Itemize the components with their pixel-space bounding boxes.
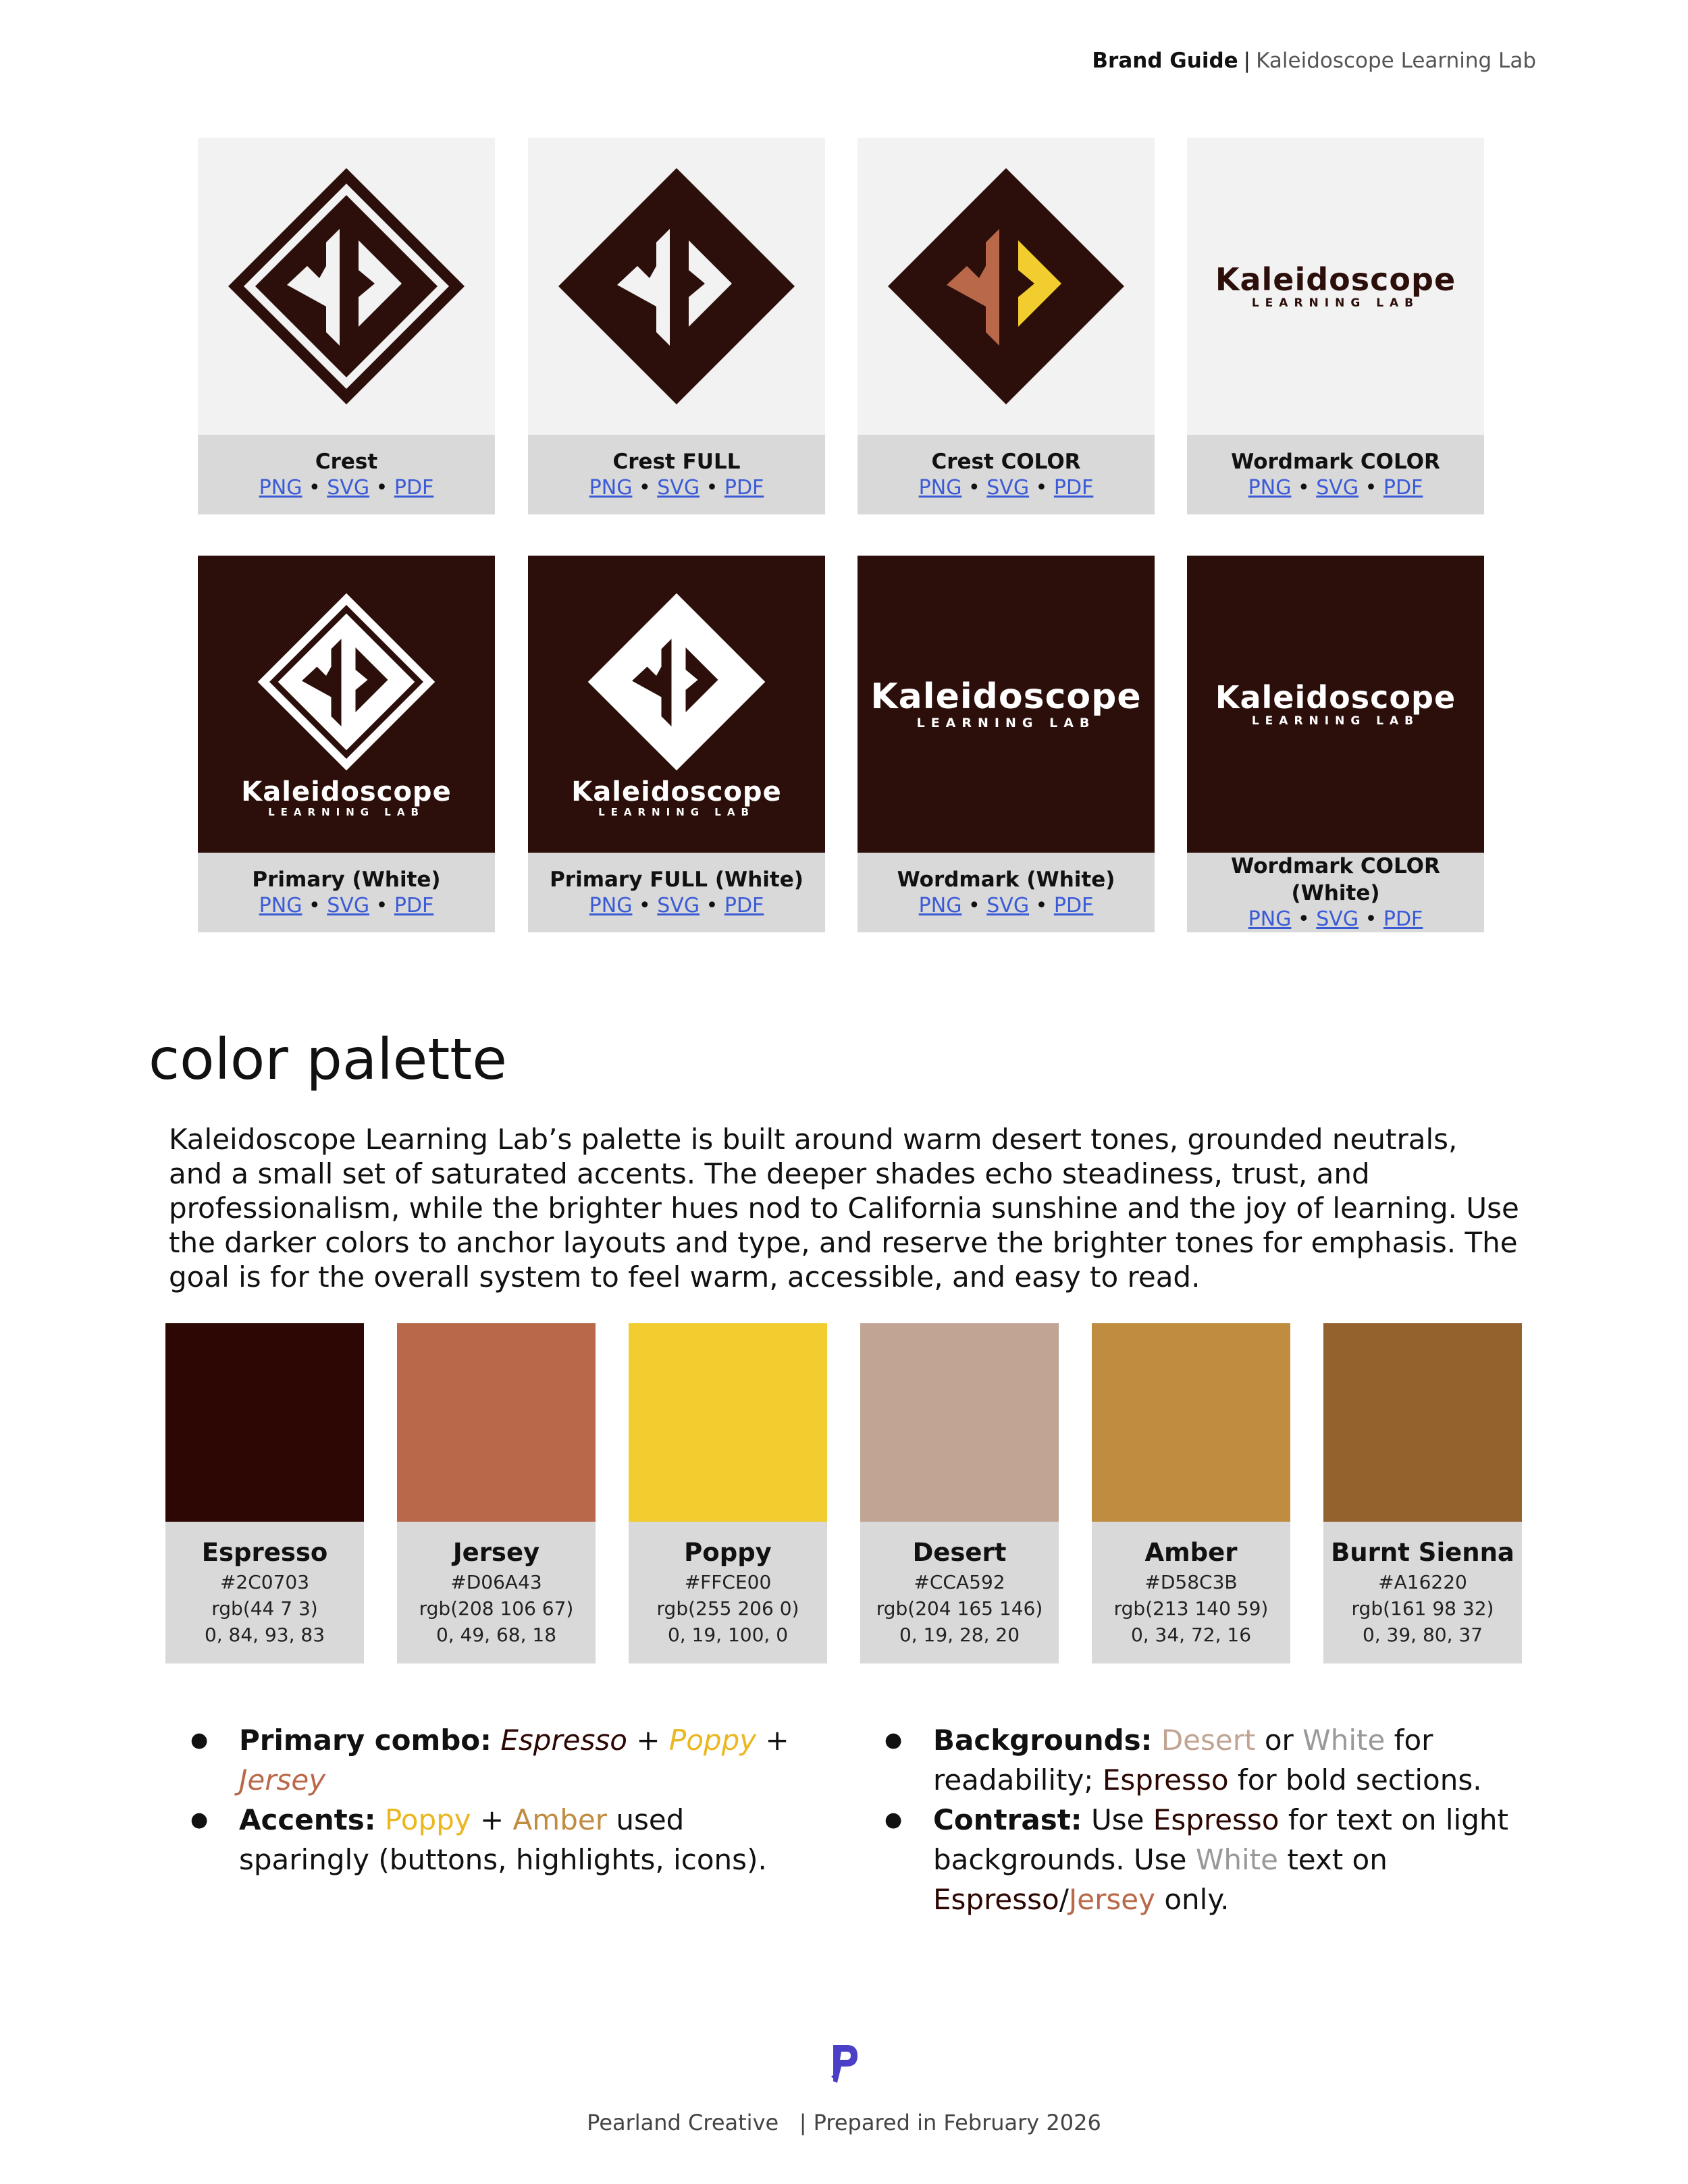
swatch-cmyk: 0, 84, 93, 83 [204, 1624, 325, 1646]
bullet-label: Primary combo: [239, 1724, 492, 1757]
color-name: Jersey [1068, 1883, 1155, 1916]
swatch-rgb: rgb(204 165 146) [876, 1597, 1043, 1620]
swatch-amber [1092, 1323, 1290, 1663]
swatch-rgb: rgb(208 106 67) [419, 1597, 574, 1620]
link-dot: • [1298, 907, 1310, 931]
plus-sign: + [765, 1724, 789, 1757]
card-title: Primary FULL (White) [550, 868, 803, 892]
color-chip [165, 1323, 364, 1522]
png-link[interactable]: PNG [259, 894, 302, 917]
svg-link[interactable]: SVG [327, 894, 370, 917]
plus-sign: + [479, 1803, 504, 1836]
color-name: Espresso [500, 1724, 627, 1757]
list-item-primary-combo [190, 1720, 812, 1800]
pdf-link[interactable]: PDF [394, 894, 434, 917]
link-dot: • [706, 894, 718, 917]
swatch-cmyk: 0, 34, 72, 16 [1130, 1624, 1252, 1646]
slash: / [1059, 1883, 1069, 1916]
swatch-cmyk: 0, 19, 100, 0 [667, 1624, 789, 1646]
bullet-text: or [1264, 1724, 1294, 1757]
wordmark-subtext: LEARNING LAB [598, 806, 755, 818]
bullet-text: only. [1164, 1883, 1230, 1916]
png-link[interactable]: PNG [918, 894, 962, 917]
swatch-rgb: rgb(213 140 59) [1113, 1597, 1269, 1620]
swatch-name: Poppy [684, 1538, 772, 1567]
color-chip [1092, 1323, 1290, 1522]
wordmark-subtext: LEARNING LAB [916, 715, 1096, 730]
card-title: Crest COLOR [931, 450, 1081, 474]
page-footer [0, 2110, 1688, 2135]
color-name: Jersey [239, 1763, 326, 1796]
pdf-link[interactable]: PDF [1383, 476, 1423, 500]
header-separator: | [1243, 49, 1251, 73]
card-title: Crest [315, 450, 378, 474]
link-dot: • [968, 476, 980, 500]
link-dot: • [1298, 476, 1310, 500]
palette-intro: Kaleidoscope Learning Lab’s palette is built around warm desert tones, grounded neutrals, and a small set of saturated accents. The deeper shades echo steadiness, trust, and professionalism, while the brighter hues nod to California sunshine and the joy of learning. Use the darker colors to anchor layouts and type, and reserve the brighter tones for emphasis. The goal is for the overall system to feel warm, accessible, and easy to read. [169, 1123, 1519, 1294]
wordmark-text: Kaleidoscope [870, 676, 1142, 717]
wordmark-logo [1215, 678, 1456, 728]
pdf-link[interactable]: PDF [1053, 476, 1094, 500]
link-dot: • [639, 894, 651, 917]
color-name: Poppy [384, 1803, 471, 1836]
pdf-link[interactable]: PDF [724, 476, 764, 500]
swatch-hex: #CCA592 [914, 1571, 1005, 1593]
swatch-burnt-sienna [1323, 1323, 1522, 1663]
card-title: Primary (White) [252, 868, 441, 892]
swatch-name: Jersey [452, 1538, 540, 1567]
swatch-name: Desert [912, 1538, 1007, 1567]
swatch-name: Espresso [201, 1538, 328, 1567]
color-name: White [1302, 1724, 1386, 1757]
page-header [1092, 49, 1536, 73]
bullet-text: Use [1090, 1803, 1144, 1836]
bullet-text: for text on light backgrounds. Use [933, 1803, 1508, 1876]
wordmark-text: Kaleidoscope [1215, 261, 1456, 298]
crest-logo-outline [198, 138, 495, 435]
logo-card-crest-full [528, 138, 825, 514]
pdf-link[interactable]: PDF [724, 894, 764, 917]
swatch-hex: #FFCE00 [684, 1571, 772, 1593]
png-link[interactable]: PNG [1248, 907, 1292, 931]
color-chip [629, 1323, 827, 1522]
png-link[interactable]: PNG [589, 476, 633, 500]
footer-prepared: Prepared in February 2026 [813, 2110, 1101, 2135]
bullet-label: Contrast: [933, 1803, 1082, 1836]
logo-card-crest-color [858, 138, 1155, 514]
list-item-contrast [885, 1800, 1533, 1919]
link-dot: • [309, 476, 321, 500]
color-chip [1323, 1323, 1522, 1522]
document-name: Kaleidoscope Learning Lab [1256, 49, 1536, 73]
wordmark-subtext: LEARNING LAB [1251, 714, 1420, 728]
link-dot: • [706, 476, 718, 500]
wordmark-subtext: LEARNING LAB [1251, 296, 1420, 310]
link-dot: • [968, 894, 980, 917]
svg-link[interactable]: SVG [657, 894, 700, 917]
swatch-rgb: rgb(255 206 0) [656, 1597, 799, 1620]
png-link[interactable]: PNG [589, 894, 633, 917]
svg-link[interactable]: SVG [986, 894, 1030, 917]
swatch-hex: #A16220 [1378, 1571, 1467, 1593]
color-name: Amber [512, 1803, 607, 1836]
swatch-poppy [629, 1323, 827, 1663]
color-chip [860, 1323, 1059, 1522]
wordmark-subtext: LEARNING LAB [268, 806, 425, 818]
crest-logo-full [528, 138, 825, 435]
color-name: Poppy [668, 1724, 757, 1757]
swatch-cmyk: 0, 49, 68, 18 [436, 1624, 557, 1646]
swatch-rgb: rgb(161 98 32) [1351, 1597, 1494, 1620]
png-link[interactable]: PNG [259, 476, 302, 500]
wordmark-text: Kaleidoscope [241, 776, 452, 807]
logo-card-wordmark-color-white [1187, 556, 1484, 932]
wordmark-logo [1215, 261, 1456, 310]
link-dot: • [639, 476, 651, 500]
list-item-backgrounds [885, 1720, 1533, 1800]
color-name: Espresso [933, 1883, 1059, 1916]
link-dot: • [1035, 476, 1048, 500]
plus-sign: + [636, 1724, 660, 1757]
wordmark-text: Kaleidoscope [1215, 678, 1456, 716]
bullet-label: Accents: [239, 1803, 376, 1836]
logo-card-wordmark-color [1187, 138, 1484, 514]
card-title: Wordmark (White) [897, 868, 1115, 892]
crest-logo-color [858, 138, 1155, 435]
swatch-espresso [165, 1323, 364, 1663]
bullet-text: used sparingly (buttons, highlights, icons). [239, 1803, 767, 1876]
svg-link[interactable]: SVG [657, 476, 700, 500]
logo-card-primary-white [198, 556, 495, 932]
color-name: Desert [1161, 1724, 1256, 1757]
brand-guide-label: Brand Guide [1092, 49, 1238, 73]
bullet-text: text on [1287, 1843, 1388, 1876]
card-title: Wordmark COLOR [1231, 450, 1440, 474]
pdf-link[interactable]: PDF [1383, 907, 1423, 931]
svg-link[interactable]: SVG [986, 476, 1030, 500]
logo-card-crest [198, 138, 495, 514]
crest-logo-white [255, 591, 438, 773]
usage-list-left [190, 1720, 812, 1880]
png-link[interactable]: PNG [918, 476, 962, 500]
wordmark-text: Kaleidoscope [571, 776, 782, 807]
color-chip [397, 1323, 596, 1522]
card-title: Crest FULL [612, 450, 741, 474]
swatch-name: Amber [1144, 1538, 1238, 1567]
wordmark-logo [571, 778, 781, 818]
logo-card-wordmark-white [858, 556, 1155, 932]
pdf-link[interactable]: PDF [1053, 894, 1094, 917]
footer-separator: | [799, 2110, 807, 2135]
wordmark-logo [241, 778, 451, 818]
bullet-label: Backgrounds: [933, 1724, 1153, 1757]
link-dot: • [375, 476, 388, 500]
footer-company: Pearland Creative [587, 2110, 779, 2135]
svg-link[interactable]: SVG [1316, 907, 1359, 931]
swatch-desert [860, 1323, 1059, 1663]
swatch-hex: #2C0703 [219, 1571, 310, 1593]
swatch-name: Burnt Sienna [1331, 1538, 1514, 1567]
color-name: Espresso [1153, 1803, 1280, 1836]
swatch-cmyk: 0, 19, 28, 20 [899, 1624, 1020, 1646]
link-dot: • [375, 894, 388, 917]
section-title: color palette [149, 1026, 507, 1092]
link-dot: • [1035, 894, 1048, 917]
crest-logo-full-white [585, 591, 768, 773]
swatch-rgb: rgb(44 7 3) [211, 1597, 318, 1620]
usage-list-right [885, 1720, 1533, 1919]
bullet-text: for readability; [933, 1724, 1433, 1796]
list-item-accents [190, 1800, 812, 1880]
link-dot: • [309, 894, 321, 917]
pdf-link[interactable]: PDF [394, 476, 434, 500]
color-name: Espresso [1102, 1763, 1229, 1796]
link-dot: • [1365, 907, 1377, 931]
link-dot: • [1365, 476, 1377, 500]
swatch-cmyk: 0, 39, 80, 37 [1362, 1624, 1483, 1646]
logo-card-primary-full-white [528, 556, 825, 932]
pearland-logo-icon [829, 2042, 859, 2085]
swatch-hex: #D06A43 [450, 1571, 542, 1593]
bullet-text: for bold sections. [1237, 1763, 1482, 1796]
swatch-jersey [397, 1323, 596, 1663]
png-link[interactable]: PNG [1248, 476, 1292, 500]
svg-link[interactable]: SVG [1316, 476, 1359, 500]
color-name: White [1195, 1843, 1278, 1876]
wordmark-logo [870, 676, 1142, 730]
swatch-hex: #D58C3B [1144, 1571, 1238, 1593]
card-title: Wordmark COLOR (White) [1231, 854, 1440, 905]
svg-link[interactable]: SVG [327, 476, 370, 500]
